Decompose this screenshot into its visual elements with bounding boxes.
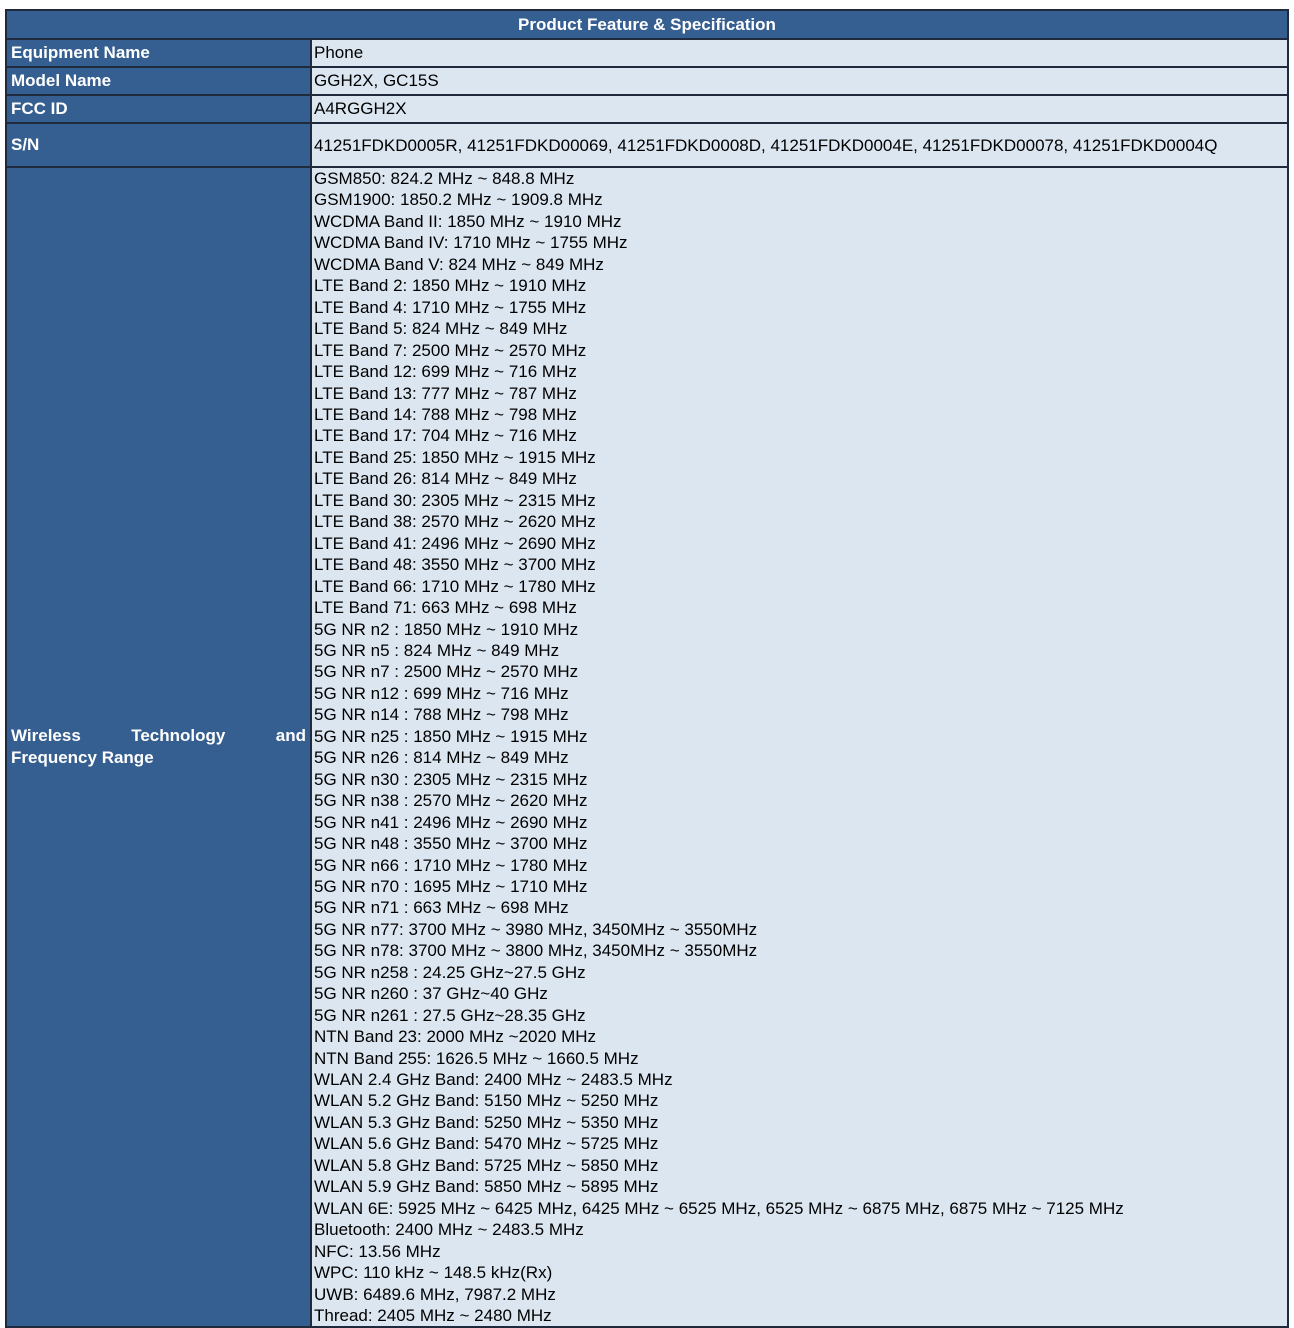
frequency-list-item: LTE Band 4: 1710 MHz ~ 1755 MHz bbox=[314, 297, 587, 317]
frequency-list-item: LTE Band 17: 704 MHz ~ 716 MHz bbox=[314, 426, 577, 446]
frequency-list-item: 5G NR n26 : 814 MHz ~ 849 MHz bbox=[314, 748, 569, 768]
frequency-list-item: WLAN 5.6 GHz Band: 5470 MHz ~ 5725 MHz bbox=[314, 1134, 659, 1154]
frequency-list-item: 5G NR n38 : 2570 MHz ~ 2620 MHz bbox=[314, 791, 588, 811]
equipment-name-label: Equipment Name bbox=[6, 39, 311, 67]
frequency-list-item: 5G NR n14 : 788 MHz ~ 798 MHz bbox=[314, 705, 569, 725]
wireless-value bbox=[311, 167, 1288, 1327]
frequency-list-item: UWB: 6489.6 MHz, 7987.2 MHz bbox=[314, 1284, 556, 1304]
model-name-label: Model Name bbox=[6, 67, 311, 95]
frequency-list-item: WLAN 6E: 5925 MHz ~ 6425 MHz, 6425 MHz ~ 6525 MHz, 6525 MHz ~ 6875 MHz, 6875 MHz ~ 7125 MHz bbox=[314, 1198, 1124, 1218]
frequency-list-item: WPC: 110 kHz ~ 148.5 kHz(Rx) bbox=[314, 1263, 553, 1283]
frequency-list-item: LTE Band 5: 824 MHz ~ 849 MHz bbox=[314, 319, 568, 339]
model-name-value: GGH2X, GC15S bbox=[311, 67, 1288, 95]
frequency-list-item: LTE Band 48: 3550 MHz ~ 3700 MHz bbox=[314, 555, 596, 575]
wireless-label-line-1: Wireless Technology and bbox=[11, 726, 306, 746]
frequency-list-item: WLAN 5.2 GHz Band: 5150 MHz ~ 5250 MHz bbox=[314, 1091, 659, 1111]
table-row-fcc-id bbox=[6, 95, 1288, 123]
frequency-list-item: LTE Band 41: 2496 MHz ~ 2690 MHz bbox=[314, 533, 596, 553]
fcc-id-label: FCC ID bbox=[6, 95, 311, 123]
frequency-list-item: 5G NR n25 : 1850 MHz ~ 1915 MHz bbox=[314, 726, 588, 746]
frequency-list-item: WLAN 2.4 GHz Band: 2400 MHz ~ 2483.5 MHz bbox=[314, 1070, 673, 1090]
frequency-list-item: WLAN 5.8 GHz Band: 5725 MHz ~ 5850 MHz bbox=[314, 1155, 659, 1175]
frequency-list-item: LTE Band 71: 663 MHz ~ 698 MHz bbox=[314, 598, 577, 618]
frequency-list-item: LTE Band 14: 788 MHz ~ 798 MHz bbox=[314, 404, 577, 424]
frequency-list-item: 5G NR n2 : 1850 MHz ~ 1910 MHz bbox=[314, 619, 579, 639]
frequency-list-item: WLAN 5.3 GHz Band: 5250 MHz ~ 5350 MHz bbox=[314, 1112, 659, 1132]
frequency-list-item: GSM1900: 1850.2 MHz ~ 1909.8 MHz bbox=[314, 190, 603, 210]
frequency-list-item: Bluetooth: 2400 MHz ~ 2483.5 MHz bbox=[314, 1220, 584, 1240]
frequency-list-item: 5G NR n258 : 24.25 GHz~27.5 GHz bbox=[314, 962, 586, 982]
frequency-list-item: WLAN 5.9 GHz Band: 5850 MHz ~ 5895 MHz bbox=[314, 1177, 659, 1197]
frequency-list-item: 5G NR n77: 3700 MHz ~ 3980 MHz, 3450MHz ~ 3550MHz bbox=[314, 919, 758, 939]
frequency-list-item: 5G NR n70 : 1695 MHz ~ 1710 MHz bbox=[314, 876, 588, 896]
frequency-list-item: WCDMA Band IV: 1710 MHz ~ 1755 MHz bbox=[314, 233, 628, 253]
spec-table bbox=[5, 9, 1289, 1328]
wireless-label-line-2: Frequency Range bbox=[11, 748, 154, 768]
frequency-list-item: LTE Band 26: 814 MHz ~ 849 MHz bbox=[314, 469, 577, 489]
frequency-list-item: NTN Band 23: 2000 MHz ~2020 MHz bbox=[314, 1027, 597, 1047]
frequency-list-item: WCDMA Band V: 824 MHz ~ 849 MHz bbox=[314, 254, 604, 274]
table-title: Product Feature & Specification bbox=[6, 10, 1288, 39]
sn-value: 41251FDKD0005R, 41251FDKD00069, 41251FDKD0008D, 41251FDKD0004E, 41251FDKD00078, 41251FDKD0004Q bbox=[311, 123, 1288, 167]
frequency-list-item: LTE Band 7: 2500 MHz ~ 2570 MHz bbox=[314, 340, 587, 360]
frequency-list-item: 5G NR n30 : 2305 MHz ~ 2315 MHz bbox=[314, 769, 588, 789]
frequency-list-item: 5G NR n12 : 699 MHz ~ 716 MHz bbox=[314, 683, 569, 703]
frequency-list-item: 5G NR n260 : 37 GHz~40 GHz bbox=[314, 984, 548, 1004]
frequency-list-item: 5G NR n71 : 663 MHz ~ 698 MHz bbox=[314, 898, 569, 918]
frequency-list-item: NFC: 13.56 MHz bbox=[314, 1241, 441, 1261]
table-row-model-name bbox=[6, 67, 1288, 95]
table-row-sn bbox=[6, 123, 1288, 167]
fcc-id-value: A4RGGH2X bbox=[311, 95, 1288, 123]
frequency-list-item: 5G NR n261 : 27.5 GHz~28.35 GHz bbox=[314, 1005, 586, 1025]
wireless-label bbox=[6, 167, 311, 1327]
frequency-list-item: LTE Band 12: 699 MHz ~ 716 MHz bbox=[314, 362, 577, 382]
table-row-wireless bbox=[6, 167, 1288, 1327]
frequency-list-item: 5G NR n48 : 3550 MHz ~ 3700 MHz bbox=[314, 834, 588, 854]
frequency-list-item: 5G NR n41 : 2496 MHz ~ 2690 MHz bbox=[314, 812, 588, 832]
frequency-list-item: LTE Band 25: 1850 MHz ~ 1915 MHz bbox=[314, 447, 596, 467]
frequency-list-item: LTE Band 2: 1850 MHz ~ 1910 MHz bbox=[314, 276, 587, 296]
frequency-list-item: NTN Band 255: 1626.5 MHz ~ 1660.5 MHz bbox=[314, 1048, 639, 1068]
frequency-list-item: LTE Band 30: 2305 MHz ~ 2315 MHz bbox=[314, 490, 596, 510]
equipment-name-value: Phone bbox=[311, 39, 1288, 67]
title-row bbox=[6, 10, 1288, 39]
frequency-list-item: GSM850: 824.2 MHz ~ 848.8 MHz bbox=[314, 169, 575, 188]
frequency-list-item: LTE Band 13: 777 MHz ~ 787 MHz bbox=[314, 383, 577, 403]
table-row-equipment-name bbox=[6, 39, 1288, 67]
frequency-list-item: 5G NR n7 : 2500 MHz ~ 2570 MHz bbox=[314, 662, 579, 682]
frequency-list-item: LTE Band 38: 2570 MHz ~ 2620 MHz bbox=[314, 512, 596, 532]
sn-label: S/N bbox=[6, 123, 311, 167]
frequency-list-item: WCDMA Band II: 1850 MHz ~ 1910 MHz bbox=[314, 211, 622, 231]
frequency-list bbox=[314, 168, 1285, 1326]
frequency-list-item: Thread: 2405 MHz ~ 2480 MHz bbox=[314, 1306, 552, 1326]
frequency-list-item: 5G NR n78: 3700 MHz ~ 3800 MHz, 3450MHz ~ 3550MHz bbox=[314, 941, 758, 961]
frequency-list-item: 5G NR n5 : 824 MHz ~ 849 MHz bbox=[314, 640, 560, 660]
frequency-list-item: LTE Band 66: 1710 MHz ~ 1780 MHz bbox=[314, 576, 596, 596]
frequency-list-item: 5G NR n66 : 1710 MHz ~ 1780 MHz bbox=[314, 855, 588, 875]
